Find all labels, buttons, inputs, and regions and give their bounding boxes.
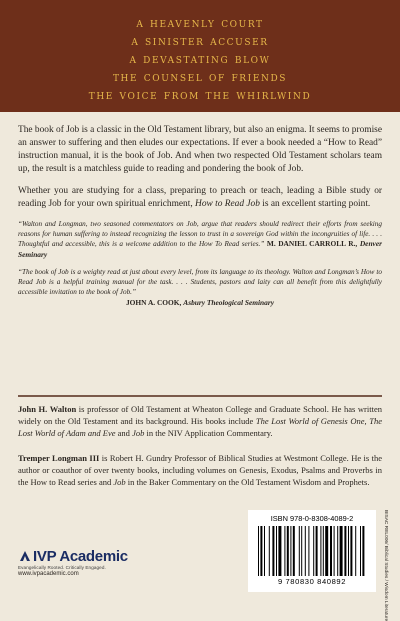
text-segment: Whether you are studying for a class, preparing to preach or teach, leading a Bible study or reading Job for your own spiritual enrichment, [18, 186, 382, 209]
quote-text: “Walton and Longman, two seasoned commentators on Job, argue that readers should redirect their efforts from seeking reasons for human suffering to instead recognizing the lesson to trust in a sovereign God within the incongruities of life. . . . Thoughtful and accessible, this is a welcome addition to the How To Read series.” [18, 220, 382, 249]
bisac-text: BISAC REL006/ Biblical Studies / Wisdom Literature [383, 510, 388, 621]
barcode-icon [258, 526, 366, 576]
publisher-name [18, 548, 128, 565]
quote-text: “The book of Job is a weighty read at just about every level, from its language to its theology. Walton and Longman’s How to Read Job is a helpful training manual for the task. . . . Students, pastors and laity can all benefit from this delightfully accessible invitation to the book of Job.” [18, 268, 382, 296]
tagline-line: a sinister accuser [131, 33, 269, 48]
header-banner [0, 0, 400, 112]
isbn-label: ISBN 978-0-8308-4089-2 [270, 514, 354, 523]
author-name: Tremper Longman III [18, 453, 100, 463]
publisher-tagline: Evangelically Rooted. Critically Engaged. [18, 565, 106, 570]
text-segment: is Robert H. Gundry Professor of Biblical Studies at Westmont College. He is the author or coauthor of over twenty books, including volumes on Genesis, Exodus, Psalms and Proverbs in the How to Read series and [18, 453, 382, 487]
tagline-line: a devastating blow [129, 51, 271, 66]
tagline-line: a heavenly court [136, 15, 264, 30]
author-bio-longman [18, 453, 382, 488]
book-title: The Lost World of Adam and Eve [18, 415, 382, 438]
tagline-list [0, 0, 400, 104]
text-segment: is professor of Old Testament at Wheaton College and Graduate School. He has written widely on the Old Testament and its background. His books include [18, 404, 382, 426]
description-block [18, 124, 382, 308]
endorser-name: M. DANIEL CARROLL R., [266, 239, 358, 249]
text-segment: in the Baker Commentary on the Old Testament Wisdom and Prophets. [125, 476, 370, 487]
endorser-institution: Denver Seminary [18, 239, 382, 259]
section-divider [18, 395, 382, 397]
endorsement-quote [18, 268, 382, 307]
barcode-box [248, 510, 376, 592]
publisher-url: www.ivpacademic.com [18, 571, 79, 577]
tagline-line: the voice from the whirlwind [88, 87, 312, 102]
quote-attribution [18, 298, 382, 308]
text-segment: is an excellent starting point. [259, 199, 371, 209]
book-title: The Lost World of Genesis One [255, 415, 365, 426]
book-title: How to Read Job [195, 199, 260, 209]
tagline-line: the counsel of friends [112, 69, 288, 84]
text-segment: , [364, 415, 370, 426]
text-segment: in the NIV Application Commentary. [144, 427, 273, 438]
author-name: John H. Walton [18, 404, 77, 414]
publisher-name-text: IVP Academic [33, 548, 128, 565]
bisac-label [376, 510, 396, 621]
endorser-name: JOHN A. COOK, [125, 298, 182, 308]
description-paragraph: The book of Job is a classic in the Old Testament library, but also an enigma. It seems to promise an answer to suffering and then eludes our expectations. If ever a book needed a “How to Read” instruction manual, it is the book of Job. And when two respected Old Testament scholars team up, the result is a matchless guide to reading and pondering the book of Job. [18, 125, 382, 174]
book-title: Job [132, 427, 145, 438]
publisher-mark-icon [18, 549, 32, 563]
author-bio-walton [18, 404, 382, 439]
description-paragraph [18, 185, 382, 211]
endorser-institution: Asbury Theological Seminary [183, 298, 275, 308]
endorsement-quote [18, 220, 382, 260]
text-segment: and [115, 427, 133, 438]
publisher-logo [18, 548, 128, 577]
book-title: Job [113, 476, 126, 487]
barcode-number: 9 780830 840892 [277, 577, 347, 586]
